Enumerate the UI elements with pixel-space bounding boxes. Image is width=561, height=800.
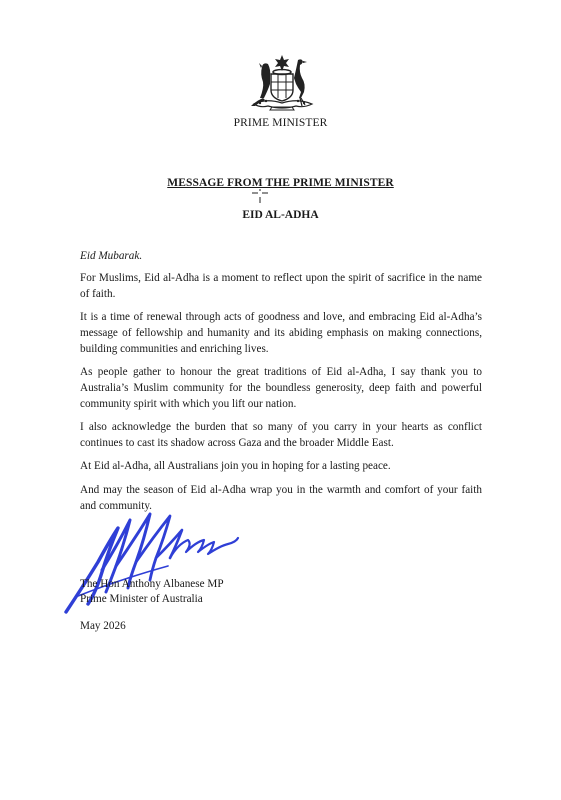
message-heading: MESSAGE FROM THE PRIME MINISTER <box>167 177 394 189</box>
paragraph: It is a time of renewal through acts of goodness and love, and embracing Eid al-Adha’s message of fellowship and humanity and its abiding emphasis on making connections, building communities and enriching lives. <box>80 311 482 355</box>
paragraph: For Muslims, Eid al-Adha is a moment to reflect upon the spirit of sacrifice in the name of faith. <box>80 272 482 300</box>
greeting: Eid Mubarak. <box>80 250 143 262</box>
signer-block <box>80 577 224 607</box>
paragraph: At Eid al-Adha, all Australians join you in hoping for a lasting peace. <box>80 460 391 472</box>
paragraph: I also acknowledge the burden that so many of you carry in your hearts as conflict continues to cast its shadow across Gaza and the broader Middle East. <box>80 421 482 449</box>
paragraph: And may the season of Eid al-Adha wrap you in the warmth and comfort of your faith and community. <box>80 484 482 512</box>
paragraph: As people gather to honour the great traditions of Eid al-Adha, I say thank you to Australia’s Muslim community for the boundless generosity, deep faith and powerful community spirit with which you lift our nation. <box>80 366 482 410</box>
office-title: PRIME MINISTER <box>233 117 328 129</box>
signer-name: The Hon Anthony Albanese MP <box>80 578 224 590</box>
text-cursor-icon <box>250 189 270 207</box>
coat-of-arms-icon <box>246 54 318 112</box>
signer-title: Prime Minister of Australia <box>80 593 203 605</box>
letter-date: May 2026 <box>80 620 126 632</box>
message-subheading: EID AL-ADHA <box>242 209 319 221</box>
